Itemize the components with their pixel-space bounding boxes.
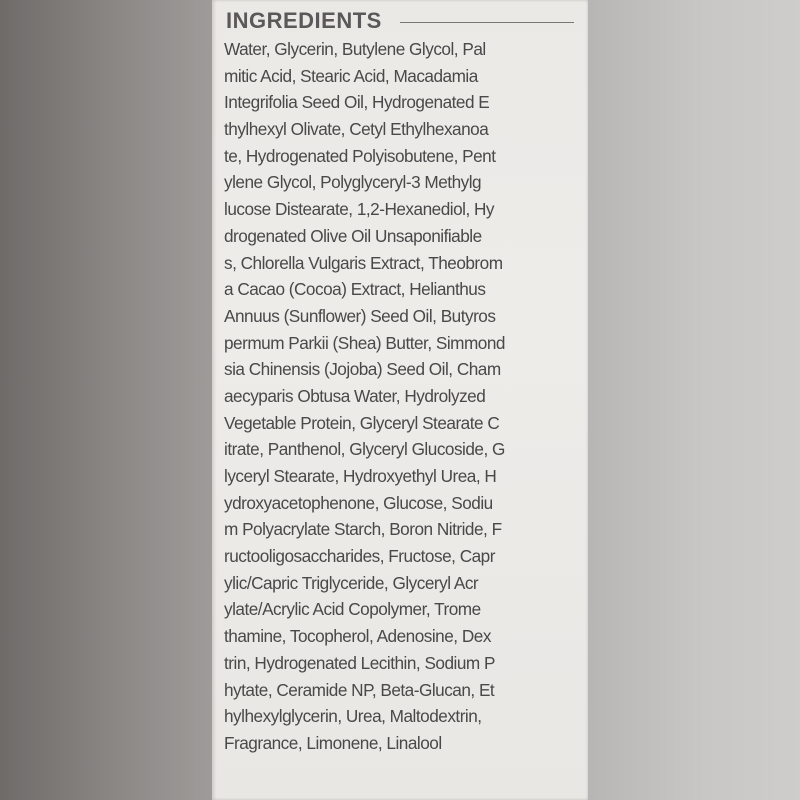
ingredient-line: trin, Hydrogenated Lecithin, Sodium P bbox=[224, 652, 495, 673]
ingredient-line: Fragrance, Limonene, Linalool bbox=[224, 732, 442, 753]
ingredient-line: ructooligosaccharides, Fructose, Capr bbox=[224, 546, 495, 567]
ingredient-line: ylate/Acrylic Acid Copolymer, Trome bbox=[224, 599, 481, 620]
ingredient-line: te, Hydrogenated Polyisobutene, Pent bbox=[224, 145, 496, 166]
ingredient-line: ylic/Capric Triglyceride, Glyceryl Acr bbox=[224, 572, 479, 593]
background-left bbox=[0, 0, 212, 800]
ingredient-line: a Cacao (Cocoa) Extract, Helianthus bbox=[224, 279, 486, 300]
ingredient-line: aecyparis Obtusa Water, Hydrolyzed bbox=[224, 385, 486, 406]
ingredient-line: ylene Glycol, Polyglyceryl-3 Methylg bbox=[224, 172, 482, 193]
ingredient-line: thylhexyl Olivate, Cetyl Ethylhexanoa bbox=[224, 119, 489, 140]
heading-rule bbox=[400, 22, 574, 23]
ingredient-line: m Polyacrylate Starch, Boron Nitride, F bbox=[224, 519, 502, 540]
ingredient-line: lucose Distearate, 1,2-Hexanediol, Hy bbox=[224, 199, 495, 220]
ingredient-line: s, Chlorella Vulgaris Extract, Theobrom bbox=[224, 252, 503, 273]
ingredient-line: permum Parkii (Shea) Butter, Simmond bbox=[224, 332, 505, 353]
ingredient-line: ydroxyacetophenone, Glucose, Sodiu bbox=[224, 492, 493, 513]
ingredient-line: hytate, Ceramide NP, Beta-Glucan, Et bbox=[224, 679, 495, 700]
ingredients-label bbox=[212, 0, 588, 800]
ingredients-text bbox=[224, 36, 586, 757]
ingredient-line: Integrifolia Seed Oil, Hydrogenated E bbox=[224, 92, 490, 113]
heading-row bbox=[226, 6, 582, 36]
ingredient-line: itrate, Panthenol, Glyceryl Glucoside, G bbox=[224, 439, 505, 460]
ingredient-line: Annuus (Sunflower) Seed Oil, Butyros bbox=[224, 305, 496, 326]
ingredient-line: hylhexylglycerin, Urea, Maltodextrin, bbox=[224, 706, 482, 727]
ingredient-line: Water, Glycerin, Butylene Glycol, Pal bbox=[224, 39, 486, 59]
ingredient-line: sia Chinensis (Jojoba) Seed Oil, Cham bbox=[224, 359, 501, 380]
ingredient-line: thamine, Tocopherol, Adenosine, Dex bbox=[224, 626, 491, 647]
background-right bbox=[588, 0, 800, 800]
ingredients-heading: INGREDIENTS bbox=[226, 8, 382, 33]
ingredient-line: lyceryl Stearate, Hydroxyethyl Urea, H bbox=[224, 466, 497, 486]
ingredient-line: mitic Acid, Stearic Acid, Macadamia bbox=[224, 65, 478, 86]
ingredient-line: drogenated Olive Oil Unsaponifiable bbox=[224, 225, 482, 246]
ingredient-line: Vegetable Protein, Glyceryl Stearate C bbox=[224, 412, 500, 433]
